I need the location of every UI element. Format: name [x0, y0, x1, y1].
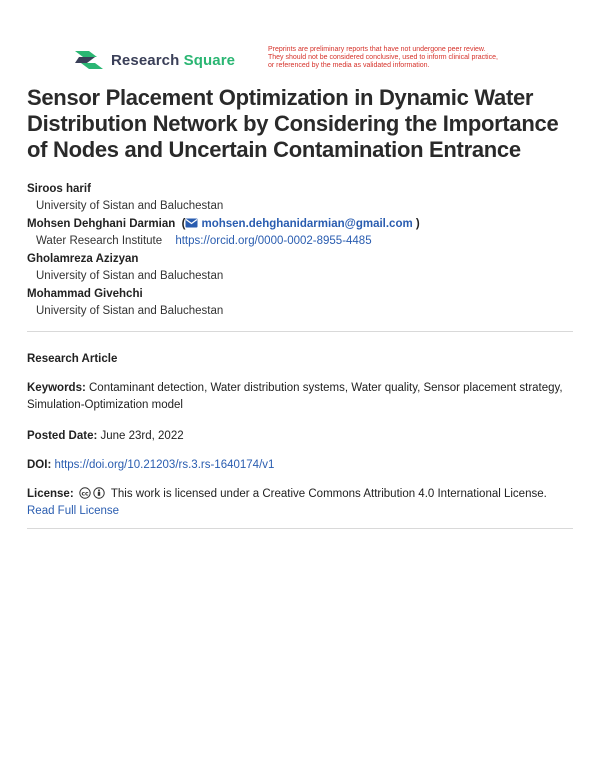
license-label: License:	[27, 488, 74, 500]
author-email-wrap: ( mohsen.dehghanidarmian@gmail.com )	[178, 218, 420, 230]
keywords-value-cont: Simulation-Optimization model	[27, 399, 183, 411]
keywords	[27, 380, 575, 414]
svg-text:cc: cc	[81, 490, 89, 498]
paper-title	[27, 85, 587, 163]
logo-word-square: Square	[183, 51, 236, 69]
keywords-value: Contaminant detection, Water distribution systems, Water quality, Sensor placement strategy,	[89, 382, 563, 394]
envelope-icon	[185, 218, 198, 228]
author-affiliation: University of Sistan and Baluchestan	[36, 305, 224, 317]
read-full-license-link[interactable]: Read Full License	[27, 505, 120, 517]
author-affiliation-row	[27, 233, 587, 250]
author-name-row	[27, 215, 587, 233]
title-line: Distribution Network by Considering the Importance	[27, 111, 559, 136]
author-affiliation: Water Research Institute	[36, 235, 163, 247]
research-square-logo[interactable]	[75, 49, 235, 71]
author-name: Mohammad Givehchi	[27, 288, 143, 300]
creative-commons-icon	[79, 487, 106, 499]
author-name: Gholamreza Azizyan	[27, 253, 139, 265]
logo-word-research: Research	[111, 51, 180, 69]
disclaimer-line: They should not be considered conclusive, used to inform clinical practice,	[268, 54, 498, 61]
keywords-label: Keywords:	[27, 382, 86, 394]
title-line: Sensor Placement Optimization in Dynamic Water	[27, 85, 534, 110]
doi-link[interactable]: https://doi.org/10.21203/rs.3.rs-1640174/v1	[54, 459, 275, 471]
license	[27, 486, 575, 520]
author-affiliation: University of Sistan and Baluchestan	[36, 200, 224, 212]
title-line: of Nodes and Uncertain Contamination Entrance	[27, 137, 521, 162]
posted-date	[27, 428, 575, 445]
doi	[27, 457, 575, 474]
author-list	[27, 180, 587, 320]
orcid-link[interactable]: https://orcid.org/0000-0002-8955-4485	[175, 235, 372, 247]
preprint-disclaimer	[268, 46, 538, 70]
article-type-label: Research Article	[27, 353, 118, 365]
research-square-logo-icon	[75, 49, 103, 71]
article-type	[27, 351, 575, 368]
disclaimer-line: or referenced by the media as validated information.	[268, 62, 430, 69]
section-divider	[27, 528, 573, 529]
posted-date-value: June 23rd, 2022	[100, 430, 184, 442]
doi-label: DOI:	[27, 459, 52, 471]
section-divider	[27, 331, 573, 332]
disclaimer-line: Preprints are preliminary reports that have not undergone peer review.	[268, 46, 486, 53]
posted-date-label: Posted Date:	[27, 430, 98, 442]
logo-wordmark	[111, 52, 235, 69]
author-name: Siroos harif	[27, 183, 91, 195]
author-email-link[interactable]: mohsen.dehghanidarmian@gmail.com	[201, 218, 413, 230]
author-affiliation: University of Sistan and Baluchestan	[36, 270, 224, 282]
license-text: This work is licensed under a Creative Commons Attribution 4.0 International License.	[110, 488, 547, 500]
author-name: Mohsen Dehghani Darmian	[27, 218, 176, 230]
